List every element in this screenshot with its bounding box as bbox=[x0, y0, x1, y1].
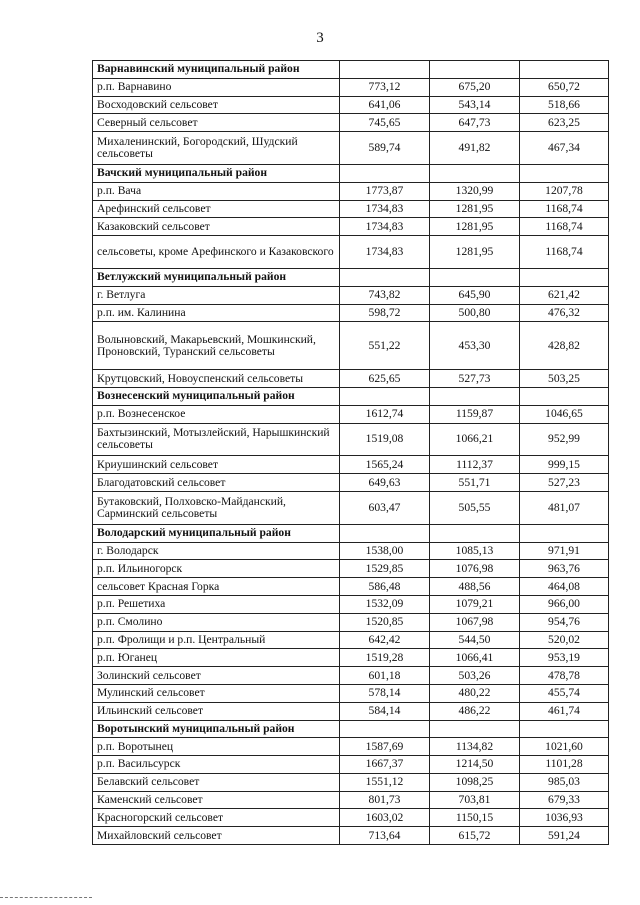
value-col-3: 1036,93 bbox=[520, 809, 609, 827]
value-col-2: 1214,50 bbox=[430, 756, 520, 774]
table-row bbox=[93, 200, 609, 218]
tariff-table-body bbox=[93, 61, 609, 845]
value-col-3: 985,03 bbox=[520, 773, 609, 791]
value-col-2: 1320,99 bbox=[430, 182, 520, 200]
value-col-1 bbox=[340, 720, 430, 738]
locality-name: р.п. Варнавино bbox=[93, 78, 340, 96]
table-row bbox=[93, 756, 609, 774]
locality-name: р.п. Решетиха bbox=[93, 595, 340, 613]
value-col-2 bbox=[430, 720, 520, 738]
value-col-3: 455,74 bbox=[520, 684, 609, 702]
table-row bbox=[93, 578, 609, 596]
locality-name: г. Володарск bbox=[93, 542, 340, 560]
value-col-1: 642,42 bbox=[340, 631, 430, 649]
value-col-1: 625,65 bbox=[340, 370, 430, 388]
table-row bbox=[93, 560, 609, 578]
locality-name: р.п. Васильсурск bbox=[93, 756, 340, 774]
value-col-3: 999,15 bbox=[520, 456, 609, 474]
district-header-row bbox=[93, 524, 609, 542]
locality-name: Криушинский сельсовет bbox=[93, 456, 340, 474]
locality-name: Благодатовский сельсовет bbox=[93, 474, 340, 492]
value-col-3 bbox=[520, 268, 609, 286]
district-header-row bbox=[93, 164, 609, 182]
value-col-1: 551,22 bbox=[340, 322, 430, 370]
table-row bbox=[93, 96, 609, 114]
locality-name: Арефинский сельсовет bbox=[93, 200, 340, 218]
value-col-1: 1667,37 bbox=[340, 756, 430, 774]
value-col-1: 773,12 bbox=[340, 78, 430, 96]
table-row bbox=[93, 423, 609, 456]
value-col-1: 586,48 bbox=[340, 578, 430, 596]
value-col-1: 1587,69 bbox=[340, 738, 430, 756]
value-col-1: 578,14 bbox=[340, 684, 430, 702]
value-col-3: 1207,78 bbox=[520, 182, 609, 200]
value-col-1: 801,73 bbox=[340, 791, 430, 809]
table-row bbox=[93, 218, 609, 236]
value-col-3 bbox=[520, 524, 609, 542]
value-col-2: 1066,41 bbox=[430, 649, 520, 667]
locality-name: Красногорский сельсовет bbox=[93, 809, 340, 827]
table-row bbox=[93, 456, 609, 474]
locality-name: Золинский сельсовет bbox=[93, 667, 340, 685]
value-col-2: 1281,95 bbox=[430, 236, 520, 269]
value-col-1: 603,47 bbox=[340, 491, 430, 524]
value-col-3: 963,76 bbox=[520, 560, 609, 578]
value-col-1: 589,74 bbox=[340, 132, 430, 165]
value-col-1: 584,14 bbox=[340, 702, 430, 720]
locality-name: Бутаковский, Полховско-Майданский, Сарминский сельсоветы bbox=[93, 491, 340, 524]
table-row bbox=[93, 474, 609, 492]
value-col-3 bbox=[520, 61, 609, 79]
page-number: 3 bbox=[316, 30, 324, 46]
value-col-1: 1532,09 bbox=[340, 595, 430, 613]
value-col-1: 1603,02 bbox=[340, 809, 430, 827]
table-row bbox=[93, 182, 609, 200]
scan-edge-mark bbox=[0, 897, 92, 899]
value-col-3: 953,19 bbox=[520, 649, 609, 667]
table-row bbox=[93, 114, 609, 132]
locality-name: р.п. Ильиногорск bbox=[93, 560, 340, 578]
table-row bbox=[93, 738, 609, 756]
district-header-row bbox=[93, 268, 609, 286]
value-col-1: 1519,08 bbox=[340, 423, 430, 456]
locality-name: р.п. Вознесенское bbox=[93, 405, 340, 423]
value-col-1: 1734,83 bbox=[340, 200, 430, 218]
value-col-2 bbox=[430, 268, 520, 286]
table-row bbox=[93, 809, 609, 827]
table-row bbox=[93, 827, 609, 845]
value-col-1: 1551,12 bbox=[340, 773, 430, 791]
value-col-2: 1112,37 bbox=[430, 456, 520, 474]
table-row bbox=[93, 370, 609, 388]
value-col-2: 1066,21 bbox=[430, 423, 520, 456]
value-col-1: 1538,00 bbox=[340, 542, 430, 560]
value-col-2: 675,20 bbox=[430, 78, 520, 96]
value-col-3: 428,82 bbox=[520, 322, 609, 370]
locality-name: Волыновский, Макарьевский, Мошкинский, Проновский, Туранский сельсоветы bbox=[93, 322, 340, 370]
value-col-1: 1612,74 bbox=[340, 405, 430, 423]
district-name: Ветлужский муниципальный район bbox=[93, 268, 340, 286]
table-row bbox=[93, 631, 609, 649]
locality-name: Ильинский сельсовет bbox=[93, 702, 340, 720]
value-col-3: 954,76 bbox=[520, 613, 609, 631]
value-col-3: 464,08 bbox=[520, 578, 609, 596]
value-col-2: 505,55 bbox=[430, 491, 520, 524]
value-col-2 bbox=[430, 524, 520, 542]
value-col-2: 645,90 bbox=[430, 286, 520, 304]
value-col-1 bbox=[340, 268, 430, 286]
table-row bbox=[93, 78, 609, 96]
value-col-1 bbox=[340, 61, 430, 79]
value-col-3: 650,72 bbox=[520, 78, 609, 96]
value-col-2: 1098,25 bbox=[430, 773, 520, 791]
table-row bbox=[93, 286, 609, 304]
value-col-1: 1529,85 bbox=[340, 560, 430, 578]
locality-name: Восходовский сельсовет bbox=[93, 96, 340, 114]
value-col-3: 461,74 bbox=[520, 702, 609, 720]
table-row bbox=[93, 132, 609, 165]
value-col-1: 745,65 bbox=[340, 114, 430, 132]
value-col-2: 1159,87 bbox=[430, 405, 520, 423]
value-col-2: 1281,95 bbox=[430, 218, 520, 236]
table-row bbox=[93, 595, 609, 613]
table-row bbox=[93, 405, 609, 423]
value-col-2: 1281,95 bbox=[430, 200, 520, 218]
value-col-2: 1067,98 bbox=[430, 613, 520, 631]
value-col-2: 647,73 bbox=[430, 114, 520, 132]
value-col-1: 713,64 bbox=[340, 827, 430, 845]
value-col-3 bbox=[520, 164, 609, 182]
value-col-1: 641,06 bbox=[340, 96, 430, 114]
value-col-3: 621,42 bbox=[520, 286, 609, 304]
value-col-1: 649,63 bbox=[340, 474, 430, 492]
locality-name: Крутцовский, Новоуспенский сельсоветы bbox=[93, 370, 340, 388]
value-col-2 bbox=[430, 387, 520, 405]
district-header-row bbox=[93, 61, 609, 79]
value-col-2: 1134,82 bbox=[430, 738, 520, 756]
value-col-3: 518,66 bbox=[520, 96, 609, 114]
value-col-1: 1519,28 bbox=[340, 649, 430, 667]
locality-name: р.п. Вача bbox=[93, 182, 340, 200]
value-col-2: 543,14 bbox=[430, 96, 520, 114]
value-col-2: 503,26 bbox=[430, 667, 520, 685]
value-col-1: 1773,87 bbox=[340, 182, 430, 200]
value-col-3: 966,00 bbox=[520, 595, 609, 613]
locality-name: р.п. Воротынец bbox=[93, 738, 340, 756]
district-name: Володарский муниципальный район bbox=[93, 524, 340, 542]
value-col-3: 503,25 bbox=[520, 370, 609, 388]
value-col-3: 1168,74 bbox=[520, 218, 609, 236]
locality-name: Каменский сельсовет bbox=[93, 791, 340, 809]
value-col-3: 679,33 bbox=[520, 791, 609, 809]
value-col-2: 1150,15 bbox=[430, 809, 520, 827]
value-col-2: 480,22 bbox=[430, 684, 520, 702]
value-col-1: 1734,83 bbox=[340, 218, 430, 236]
locality-name: Михаленинский, Богородский, Шудский сельсоветы bbox=[93, 132, 340, 165]
value-col-3: 1168,74 bbox=[520, 236, 609, 269]
table-row bbox=[93, 236, 609, 269]
value-col-3: 1168,74 bbox=[520, 200, 609, 218]
value-col-1 bbox=[340, 387, 430, 405]
value-col-3: 952,99 bbox=[520, 423, 609, 456]
value-col-2: 491,82 bbox=[430, 132, 520, 165]
value-col-3 bbox=[520, 720, 609, 738]
table-row bbox=[93, 702, 609, 720]
locality-name: сельсовет Красная Горка bbox=[93, 578, 340, 596]
value-col-1: 601,18 bbox=[340, 667, 430, 685]
value-col-2: 615,72 bbox=[430, 827, 520, 845]
value-col-2: 453,30 bbox=[430, 322, 520, 370]
value-col-1 bbox=[340, 524, 430, 542]
locality-name: Бахтызинский, Мотызлейский, Нарышкинский сельсоветы bbox=[93, 423, 340, 456]
value-col-1 bbox=[340, 164, 430, 182]
locality-name: р.п. Фролищи и р.п. Центральный bbox=[93, 631, 340, 649]
table-row bbox=[93, 791, 609, 809]
locality-name: р.п. им. Калинина bbox=[93, 304, 340, 322]
value-col-3: 1046,65 bbox=[520, 405, 609, 423]
value-col-3: 481,07 bbox=[520, 491, 609, 524]
table-row bbox=[93, 649, 609, 667]
table-row bbox=[93, 322, 609, 370]
locality-name: Мулинский сельсовет bbox=[93, 684, 340, 702]
value-col-1: 1520,85 bbox=[340, 613, 430, 631]
value-col-1: 1565,24 bbox=[340, 456, 430, 474]
value-col-2: 1076,98 bbox=[430, 560, 520, 578]
district-name: Варнавинский муниципальный район bbox=[93, 61, 340, 79]
value-col-3: 1021,60 bbox=[520, 738, 609, 756]
value-col-3: 971,91 bbox=[520, 542, 609, 560]
value-col-3: 467,34 bbox=[520, 132, 609, 165]
value-col-2: 551,71 bbox=[430, 474, 520, 492]
value-col-3 bbox=[520, 387, 609, 405]
district-name: Вачский муниципальный район bbox=[93, 164, 340, 182]
district-header-row bbox=[93, 387, 609, 405]
table-row bbox=[93, 613, 609, 631]
locality-name: Михайловский сельсовет bbox=[93, 827, 340, 845]
value-col-2: 544,50 bbox=[430, 631, 520, 649]
table-row bbox=[93, 773, 609, 791]
value-col-3: 1101,28 bbox=[520, 756, 609, 774]
locality-name: сельсоветы, кроме Арефинского и Казаковского bbox=[93, 236, 340, 269]
value-col-3: 527,23 bbox=[520, 474, 609, 492]
district-header-row bbox=[93, 720, 609, 738]
table-row bbox=[93, 304, 609, 322]
value-col-3: 591,24 bbox=[520, 827, 609, 845]
table-row bbox=[93, 667, 609, 685]
table-row bbox=[93, 684, 609, 702]
value-col-1: 1734,83 bbox=[340, 236, 430, 269]
district-name: Воротынский муниципальный район bbox=[93, 720, 340, 738]
locality-name: Северный сельсовет bbox=[93, 114, 340, 132]
value-col-2 bbox=[430, 164, 520, 182]
value-col-3: 623,25 bbox=[520, 114, 609, 132]
value-col-2: 500,80 bbox=[430, 304, 520, 322]
value-col-2: 527,73 bbox=[430, 370, 520, 388]
value-col-3: 476,32 bbox=[520, 304, 609, 322]
district-name: Вознесенский муниципальный район bbox=[93, 387, 340, 405]
value-col-1: 598,72 bbox=[340, 304, 430, 322]
value-col-3: 478,78 bbox=[520, 667, 609, 685]
tariff-table bbox=[92, 60, 609, 845]
locality-name: р.п. Юганец bbox=[93, 649, 340, 667]
locality-name: Белавский сельсовет bbox=[93, 773, 340, 791]
value-col-1: 743,82 bbox=[340, 286, 430, 304]
table-row bbox=[93, 491, 609, 524]
table-row bbox=[93, 542, 609, 560]
value-col-3: 520,02 bbox=[520, 631, 609, 649]
locality-name: г. Ветлуга bbox=[93, 286, 340, 304]
value-col-2 bbox=[430, 61, 520, 79]
value-col-2: 488,56 bbox=[430, 578, 520, 596]
locality-name: р.п. Смолино bbox=[93, 613, 340, 631]
value-col-2: 1079,21 bbox=[430, 595, 520, 613]
locality-name: Казаковский сельсовет bbox=[93, 218, 340, 236]
value-col-2: 1085,13 bbox=[430, 542, 520, 560]
value-col-2: 703,81 bbox=[430, 791, 520, 809]
value-col-2: 486,22 bbox=[430, 702, 520, 720]
